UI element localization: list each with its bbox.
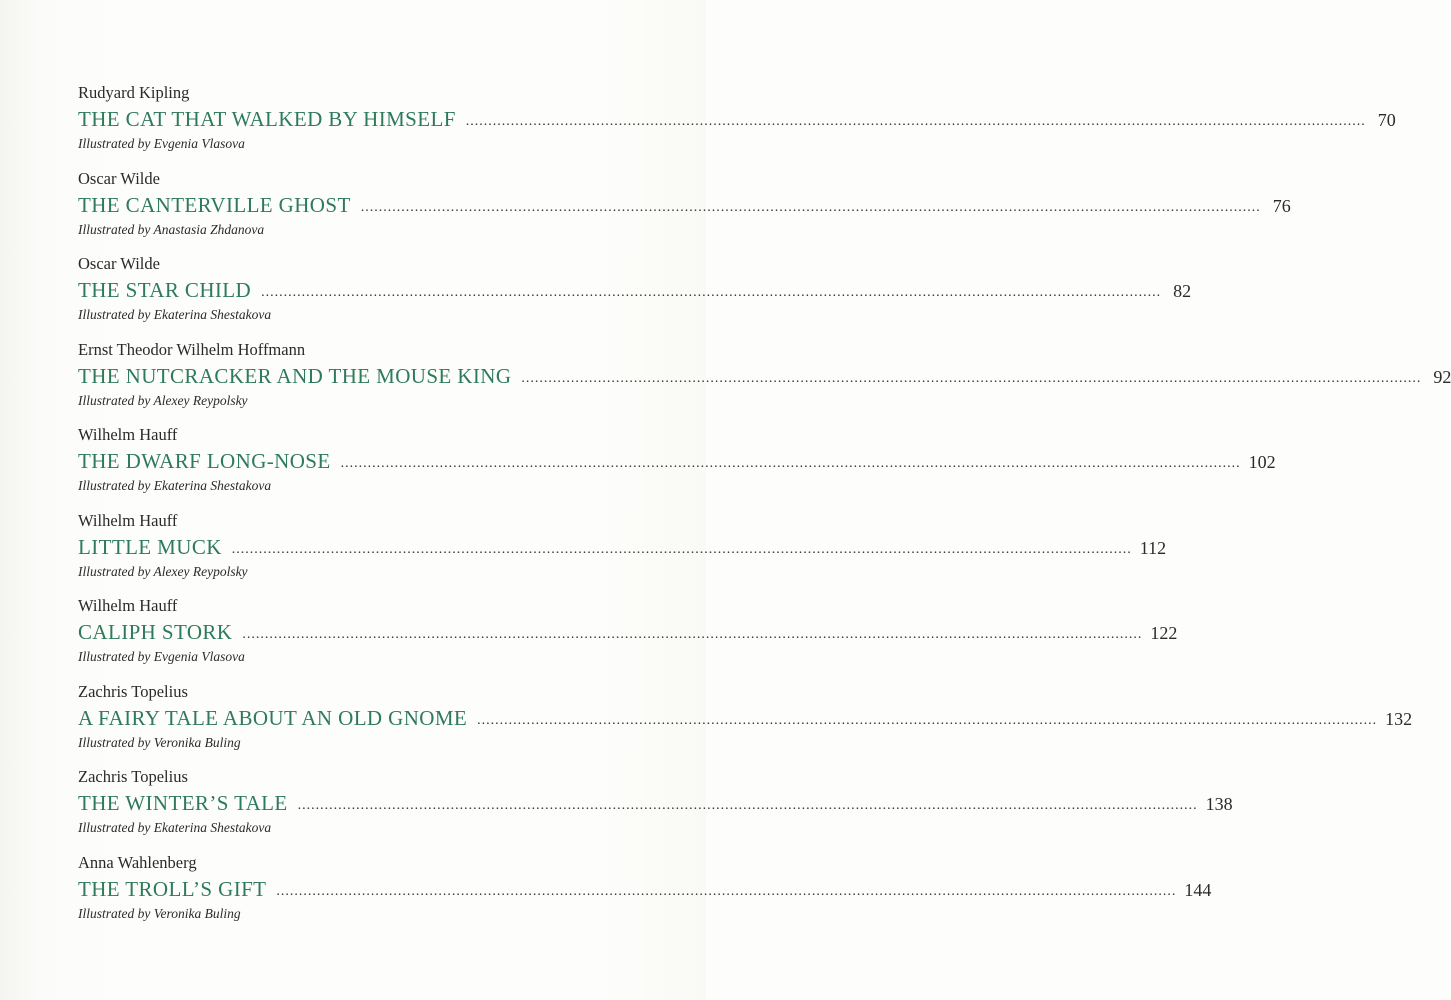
page-number[interactable]: 122 (1150, 623, 1178, 643)
story-title[interactable]: THE NUTCRACKER AND THE MOUSE KING (78, 363, 512, 388)
author-name: Rudyard Kipling (78, 83, 190, 102)
toc-entry (78, 166, 1291, 252)
illustrator-credit: Illustrated by Ekaterina Shestakova (78, 820, 272, 835)
author-name: Wilhelm Hauff (78, 510, 178, 530)
dot-leader: ........................................................................................................................................................................................................ (261, 285, 1162, 300)
story-title[interactable]: THE CANTERVILLE GHOST (78, 192, 351, 217)
toc-title-line[interactable] (78, 361, 1451, 391)
story-title[interactable]: THE WINTER’S TALE (78, 791, 288, 815)
illustrator-credit: Illustrated by Veronika Buling (78, 905, 241, 921)
story-title[interactable]: A FAIRY TALE ABOUT AN OLD GNOME (78, 705, 468, 730)
toc-entry (78, 508, 1167, 594)
dot-leader: ........................................................................................................................................................................................................ (360, 199, 1261, 215)
toc-entry (78, 593, 1178, 679)
illustrator-credit: Illustrated by Evgenia Vlasova (78, 136, 245, 151)
illustrator-credit: Illustrated by Ekaterina Shestakova (78, 307, 272, 322)
page-number[interactable]: 76 (1272, 195, 1291, 216)
toc-title-line[interactable] (78, 275, 1192, 305)
author-name: Oscar Wilde (78, 168, 160, 188)
page-number[interactable]: 132 (1385, 708, 1413, 729)
page-number[interactable]: 138 (1205, 794, 1233, 814)
toc-title-line[interactable] (78, 446, 1276, 476)
story-title[interactable]: THE CAT THAT WALKED BY HIMSELF (78, 107, 456, 131)
toc-entry (78, 850, 1212, 936)
story-title[interactable]: THE TROLL’S GIFT (78, 876, 267, 901)
dot-leader: ........................................................................................................................................................................................................ (477, 712, 1378, 728)
dot-leader: ........................................................................................................................................................................................................ (340, 456, 1241, 471)
toc-entry (78, 80, 1396, 166)
page-number[interactable]: 112 (1139, 537, 1167, 558)
illustrator-credit: Illustrated by Anastasia Zhdanova (78, 221, 265, 237)
toc-title-line[interactable] (78, 617, 1178, 647)
dot-leader: ........................................................................................................................................................................................................ (465, 114, 1366, 129)
dot-leader: ........................................................................................................................................................................................................ (242, 627, 1143, 642)
author-name: Anna Wahlenberg (78, 852, 197, 872)
dot-leader: ........................................................................................................................................................................................................ (276, 883, 1177, 899)
toc-title-line[interactable] (78, 874, 1212, 904)
dot-leader: ........................................................................................................................................................................................................ (231, 541, 1132, 557)
story-title[interactable]: THE DWARF LONG-NOSE (78, 449, 331, 473)
illustrator-credit: Illustrated by Veronika Buling (78, 734, 241, 750)
author-name: Oscar Wilde (78, 254, 160, 273)
page-number[interactable]: 92 (1433, 366, 1451, 387)
author-name: Wilhelm Hauff (78, 596, 178, 615)
toc-entry (78, 679, 1413, 765)
author-name: Zachris Topelius (78, 767, 188, 786)
toc-entry (78, 337, 1451, 423)
illustrator-credit: Illustrated by Alexey Reypolsky (78, 392, 248, 408)
dot-leader: ........................................................................................................................................................................................................ (297, 798, 1198, 813)
story-title[interactable]: THE STAR CHILD (78, 278, 252, 302)
author-name: Wilhelm Hauff (78, 425, 178, 444)
dot-leader: ........................................................................................................................................................................................................ (521, 370, 1422, 386)
page-number[interactable]: 70 (1377, 110, 1396, 130)
story-title[interactable]: CALIPH STORK (78, 620, 233, 644)
page-number[interactable]: 144 (1184, 879, 1212, 900)
page-number[interactable]: 102 (1248, 452, 1276, 472)
toc-entry (78, 764, 1233, 850)
toc-title-line[interactable] (78, 532, 1167, 562)
author-name: Zachris Topelius (78, 681, 188, 701)
author-name: Ernst Theodor Wilhelm Hoffmann (78, 339, 306, 359)
toc-title-line[interactable] (78, 788, 1233, 818)
story-title[interactable]: LITTLE MUCK (78, 534, 222, 559)
illustrator-credit: Illustrated by Alexey Reypolsky (78, 563, 248, 579)
toc-title-line[interactable] (78, 190, 1291, 220)
table-of-contents (78, 80, 1451, 935)
toc-entry (78, 422, 1276, 508)
toc-entry (78, 251, 1192, 337)
toc-title-line[interactable] (78, 104, 1396, 134)
illustrator-credit: Illustrated by Evgenia Vlasova (78, 649, 245, 664)
page-number[interactable]: 82 (1173, 281, 1192, 301)
illustrator-credit: Illustrated by Ekaterina Shestakova (78, 478, 272, 493)
toc-title-line[interactable] (78, 703, 1413, 733)
